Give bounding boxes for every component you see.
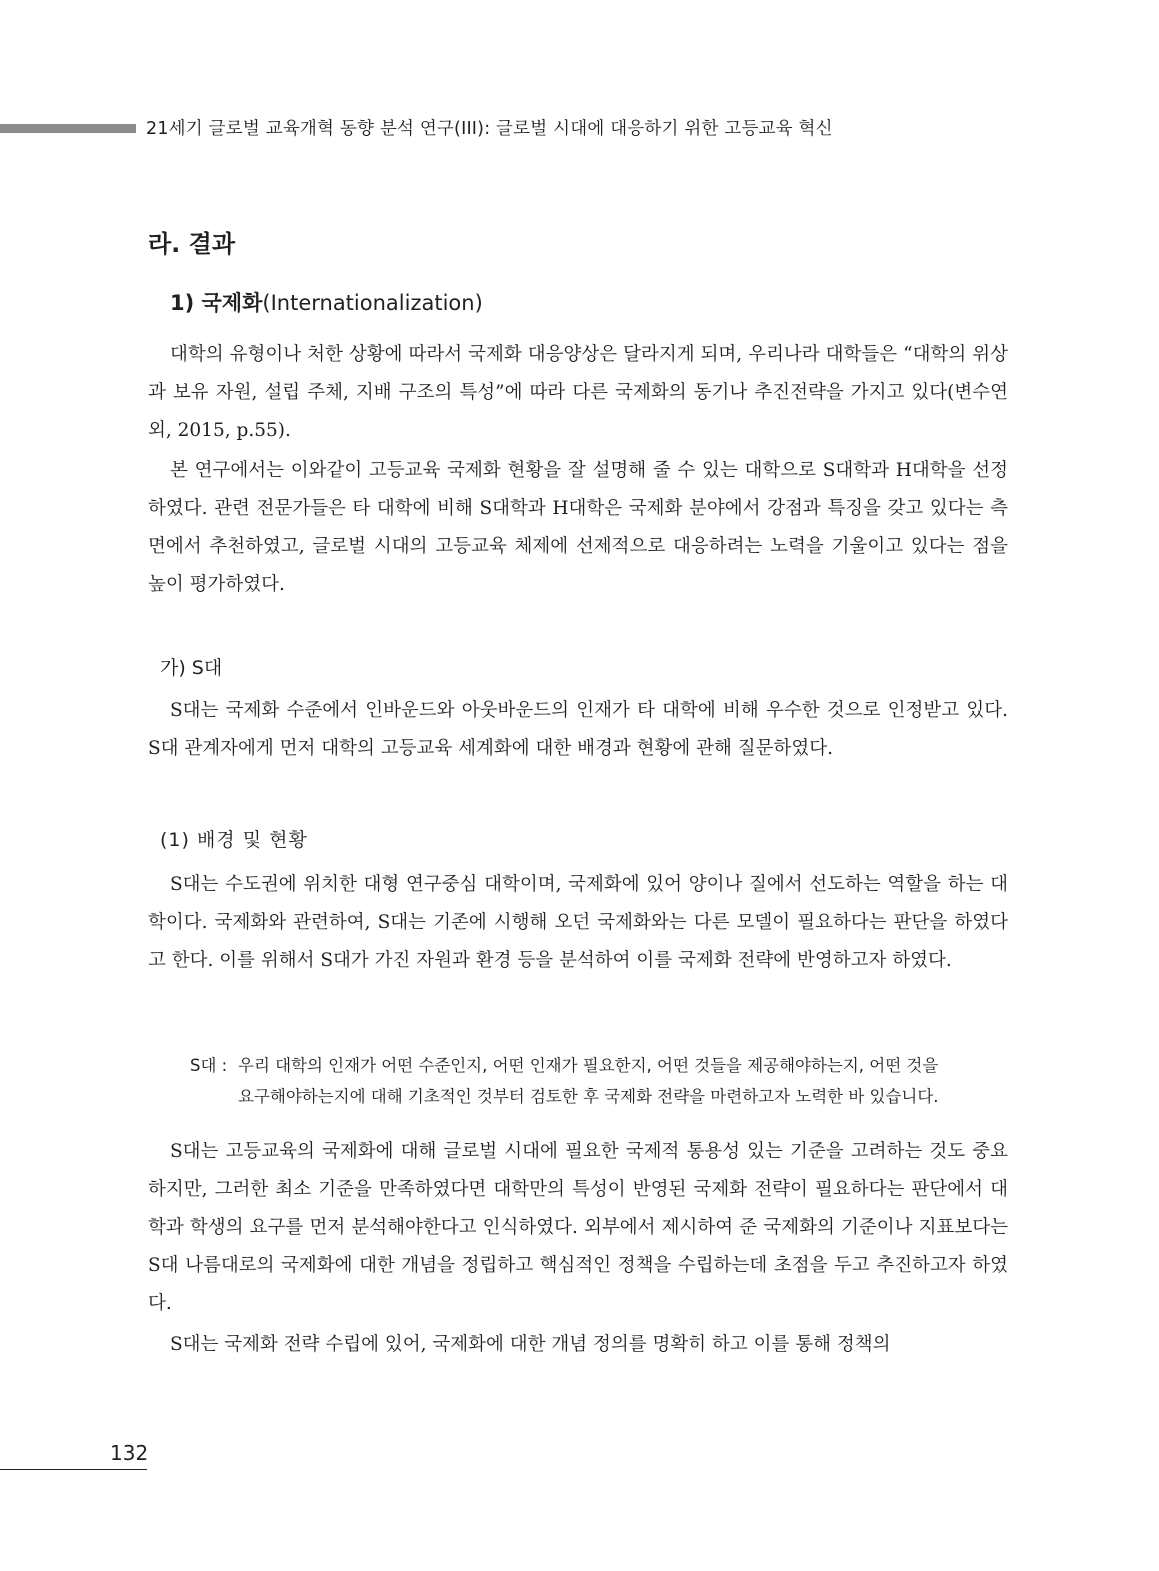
subheading-background: (1) 배경 및 현황 — [160, 829, 308, 851]
running-header — [0, 113, 1159, 143]
subsection-number-ko: 1) 국제화 — [170, 291, 263, 315]
footer-rule — [0, 1469, 147, 1470]
subsection-latin: (Internationalization) — [262, 291, 483, 315]
running-header-title: 21세기 글로벌 교육개혁 동향 분석 연구(III): 글로벌 시대에 대응하기 위한 고등교육 혁신 — [146, 119, 833, 139]
paragraph-2: 본 연구에서는 이와같이 고등교육 국제화 현황을 잘 설명해 줄 수 있는 대학으로 S대학과 H대학을 선정하였다. 관련 전문가들은 타 대학에 비해 S대학과 H대학은 국제화 분야에서 강점과 특징을 갖고 있다는 측면에서 추천하였고, 글로벌 시대의 고등교육 체제에 선제적으로 대응하려는 노력을 기울이고 있다는 점을 높이 평가하였다. — [148, 460, 1008, 595]
page-number: 132 — [110, 1441, 149, 1465]
quote-speaker: S대 : — [190, 1056, 228, 1075]
paragraph-3: S대는 국제화 수준에서 인바운드와 아웃바운드의 인재가 타 대학에 비해 우수한 것으로 인정받고 있다. S대 관계자에게 먼저 대학의 고등교육 세계화에 대한 배경과 현황에 관해 질문하였다. — [148, 700, 1008, 759]
paragraph-6: S대는 국제화 전략 수립에 있어, 국제화에 대한 개념 정의를 명확히 하고 이를 통해 정책의 — [170, 1334, 891, 1355]
quote-line-1: 우리 대학의 인재가 어떤 수준인지, 어떤 인재가 필요한지, 어떤 것들을 제공해야하는지, 어떤 것을 — [238, 1056, 939, 1075]
subheading-s-university: 가) S대 — [160, 657, 223, 679]
paragraph-4: S대는 수도권에 위치한 대형 연구중심 대학이며, 국제화에 있어 양이나 질에서 선도하는 역할을 하는 대학이다. 국제화와 관련하여, S대는 기존에 시행해 오던 국제화와는 다른 모델이 필요하다는 판단을 하였다고 한다. 이를 위해서 S대가 가진 자원과 환경 등을 분석하여 이를 국제화 전략에 반영하고자 하였다. — [148, 874, 1008, 971]
header-accent-bar — [0, 124, 136, 133]
section-title: 라. 결과 — [148, 230, 236, 258]
paragraph-5: S대는 고등교육의 국제화에 대해 글로벌 시대에 필요한 국제적 통용성 있는 기준을 고려하는 것도 중요하지만, 그러한 최소 기준을 만족하였다면 대학만의 특성이 반영된 국제화 전략이 필요하다는 판단에서 대학과 학생의 요구를 먼저 분석해야한다고 인식하였다. 외부에서 제시하여 준 국제화의 기준이나 지표보다는 S대 나름대로의 국제화에 대한 개념을 정립하고 핵심적인 정책을 수립하는데 초점을 두고 추진하고자 하였다. — [148, 1141, 1008, 1314]
subsection-title — [170, 287, 483, 317]
paragraph-1: 대학의 유형이나 처한 상황에 따라서 국제화 대응양상은 달라지게 되며, 우리나라 대학들은 “대학의 위상과 보유 자원, 설립 주체, 지배 구조의 특성”에 따라 다른 국제화의 동기나 추진전략을 가지고 있다(변수연 외, 2015, p.55). — [148, 344, 1008, 441]
quote-line-2: 요구해야하는지에 대해 기초적인 것부터 검토한 후 국제화 전략을 마련하고자 노력한 바 있습니다. — [238, 1087, 939, 1106]
